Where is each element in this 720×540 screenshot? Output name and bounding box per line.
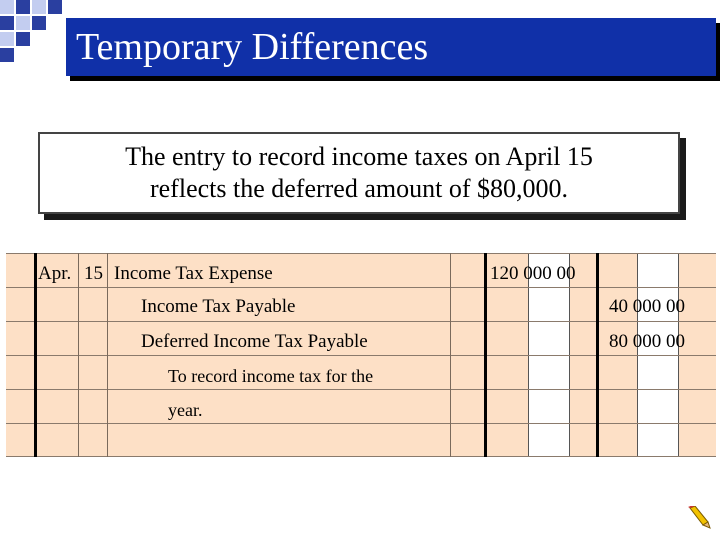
column-divider [596,253,599,457]
debit-account: Income Tax Expense [114,263,273,284]
memo-line-2: year. [168,400,203,420]
pencil-icon[interactable] [686,506,712,530]
message-box [38,132,680,214]
column-divider [450,253,451,457]
row-line [6,456,716,457]
column-divider [34,253,37,457]
debit-amount: 120 000 00 [490,263,576,284]
memo-line-1: To record income tax for the [168,366,374,386]
message-line-2: reflects the deferred amount of $80,000. [149,174,568,203]
row-line [6,253,716,254]
column-divider [78,253,79,457]
credit-account-1: Income Tax Payable [141,296,296,317]
entry-month: Apr. [38,263,72,284]
message-line-1: The entry to record income taxes on April 15 [125,142,593,171]
credit-amount-2: 80 000 00 [609,331,685,352]
row-line [6,423,716,424]
entry-day: 15 [84,263,103,284]
row-line [6,321,716,322]
page-title: Temporary Differences [66,18,716,76]
credit-account-2: Deferred Income Tax Payable [141,331,368,352]
row-line [6,355,716,356]
column-divider [484,253,487,457]
column-divider [107,253,108,457]
row-line [6,389,716,390]
row-line [6,287,716,288]
credit-amount-1: 40 000 00 [609,296,685,317]
